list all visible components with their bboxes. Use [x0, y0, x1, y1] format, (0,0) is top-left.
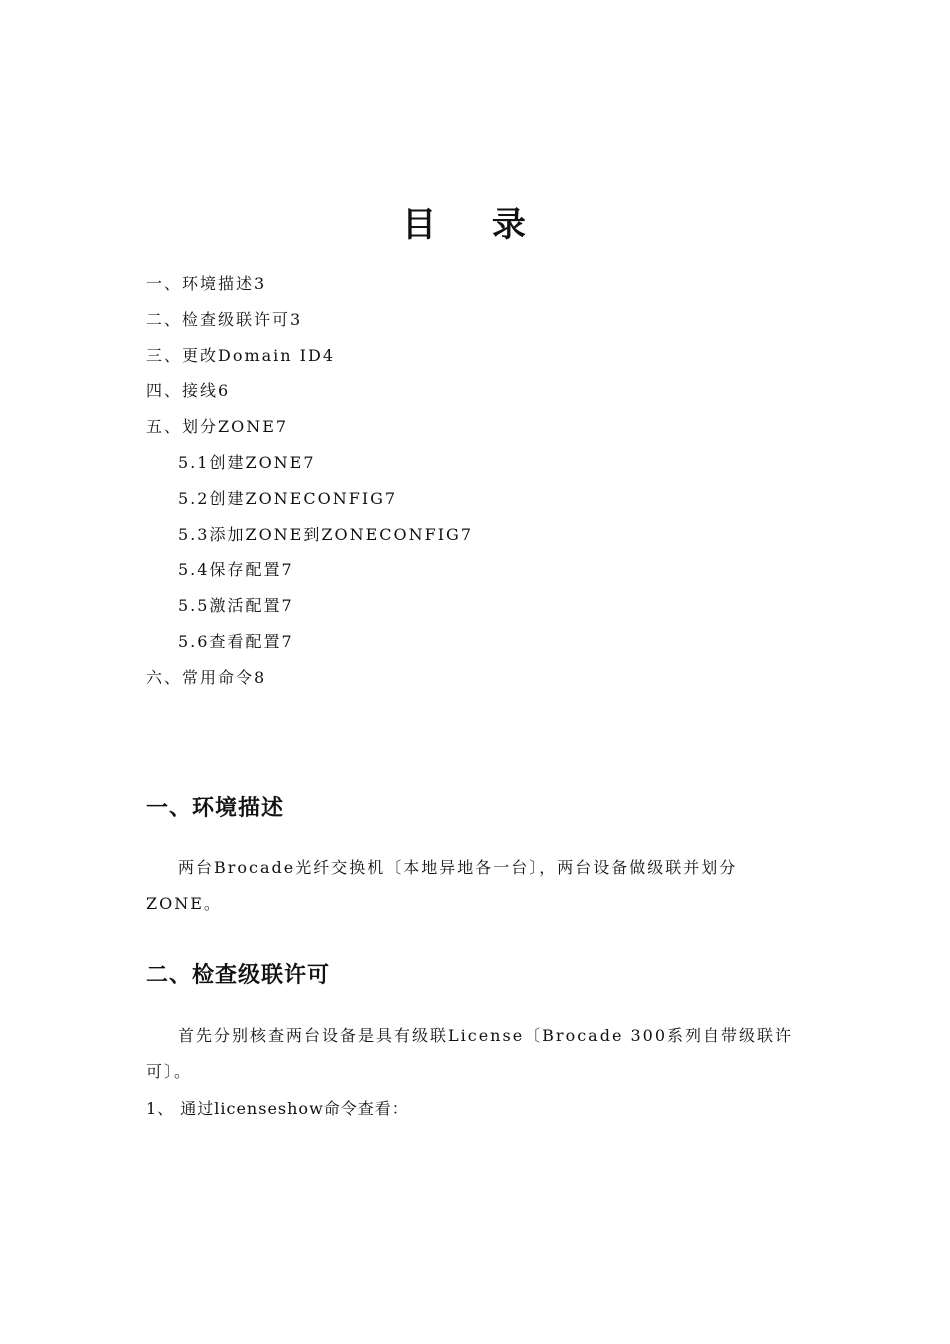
toc-subitem[interactable]: 5.4保存配置7 [178, 560, 294, 580]
section-heading-license-check: 二、检查级联许可 [146, 963, 331, 988]
section-heading-environment: 一、环境描述 [146, 796, 285, 821]
section-paragraph-environment [146, 850, 806, 922]
toc-subitem[interactable]: 5.1创建ZONE7 [178, 452, 316, 472]
paragraph-text: 两台Brocade光纤交换机〔本地异地各一台〕，两台设备做级联并划分ZONE。 [146, 858, 738, 913]
toc-item[interactable]: 一、环境描述3 [146, 274, 267, 293]
toc-item[interactable]: 五、划分ZONE7 [146, 417, 289, 437]
section-paragraph-license-check [146, 1018, 806, 1090]
toc-title: 目 录 [402, 205, 548, 245]
toc-item[interactable]: 二、检查级联许可3 [146, 309, 303, 329]
toc-item[interactable]: 三、更改Domain ID4 [146, 345, 336, 365]
toc-subitem[interactable]: 5.3添加ZONE到ZONECONFIG7 [178, 524, 474, 544]
toc-item[interactable]: 六、常用命令8 [146, 667, 267, 687]
paragraph-text: 首先分别核查两台设备是具有级联License〔Brocade 300系列自带级联许可〕。 [146, 1026, 794, 1081]
table-of-contents [146, 266, 473, 696]
toc-subitem[interactable]: 5.6查看配置7 [178, 631, 294, 651]
step-item: 1、 通过licenseshow命令查看： [146, 1099, 409, 1118]
toc-item[interactable]: 四、接线6 [146, 381, 231, 401]
toc-subitem[interactable]: 5.2创建ZONECONFIG7 [178, 488, 398, 508]
toc-subitem[interactable]: 5.5激活配置7 [178, 596, 294, 616]
